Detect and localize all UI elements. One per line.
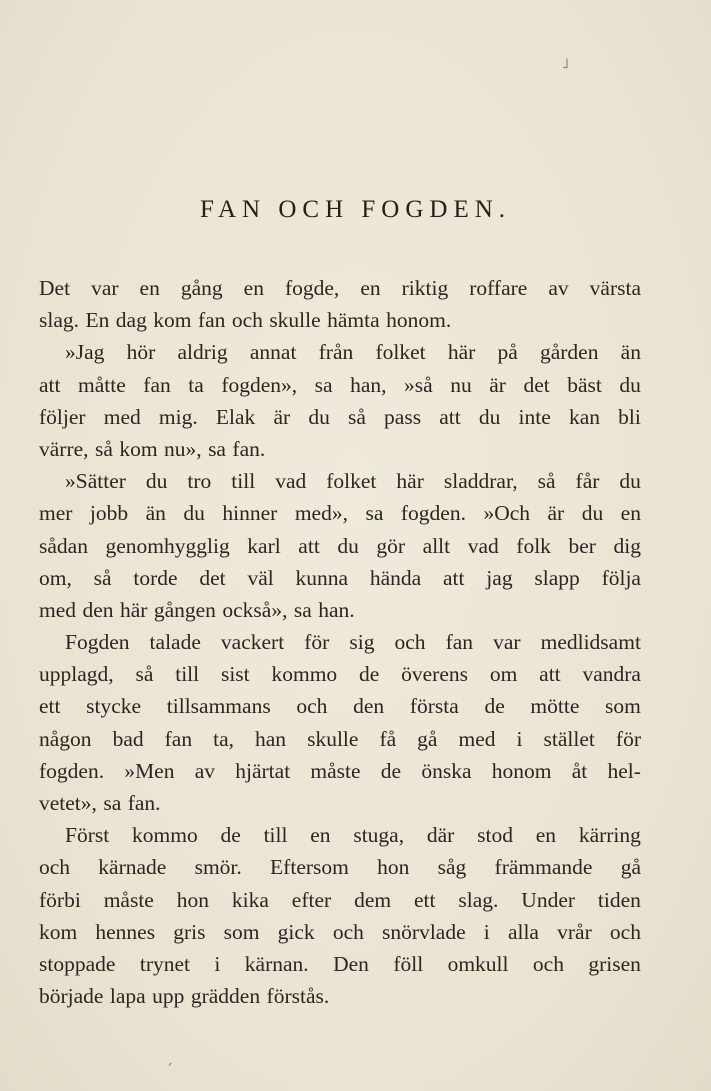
text-line: »Jag hör aldrig annat från folket här på gården än (65, 340, 641, 365)
text-line: upplagd, så till sist kommo de överens om att vandra (39, 662, 641, 687)
text-line: Fogden talade vackert för sig och fan var medlidsamt (65, 630, 641, 655)
text-line: fogden. »Men av hjärtat måste de önska honom åt hel- (39, 758, 641, 783)
text-line: förbi måste hon kika efter dem ett slag. Under tiden (39, 887, 641, 912)
text-line: att måtte fan ta fogden», sa han, »så nu är det bäst du (39, 372, 641, 397)
text-line: »Sätter du tro till vad folket här sladdrar, så får du (65, 469, 641, 494)
text-line: sådan genomhygglig karl att du gör allt vad folk ber dig (39, 533, 641, 558)
text-line: om, så torde det väl kunna hända att jag slapp följa (39, 565, 641, 590)
page-speck-mark: ˏ (166, 1050, 173, 1066)
text-line: värre, så kom nu», sa fan. (39, 436, 266, 461)
page-speck-mark: ˩ (562, 56, 569, 72)
text-line: mer jobb än du hinner med», sa fogden. »Och är du en (39, 501, 641, 526)
text-line: och kärnade smör. Eftersom hon såg främmande gå (39, 855, 641, 880)
text-line: slag. En dag kom fan och skulle hämta honom. (39, 308, 452, 333)
text-line: kom hennes gris som gick och snörvlade i alla vrår och (39, 919, 641, 944)
story-title: FAN OCH FOGDEN. (199, 196, 512, 223)
text-line: någon bad fan ta, han skulle få gå med i stället för (39, 726, 641, 751)
story-body (39, 272, 641, 1012)
text-line: följer med mig. Elak är du så pass att du inte kan bli (39, 404, 641, 429)
text-line: Först kommo de till en stuga, där stod en kärring (65, 823, 641, 848)
text-line: Det var en gång en fogde, en riktig roffare av värsta (39, 276, 641, 300)
text-line: började lapa upp grädden förstås. (39, 984, 330, 1009)
text-line: ett stycke tillsammans och den första de mötte som (39, 694, 641, 719)
text-line: vetet», sa fan. (39, 791, 161, 815)
text-line: stoppade trynet i kärnan. Den föll omkull och grisen (39, 951, 641, 976)
text-line: med den här gången också», sa han. (39, 597, 355, 622)
